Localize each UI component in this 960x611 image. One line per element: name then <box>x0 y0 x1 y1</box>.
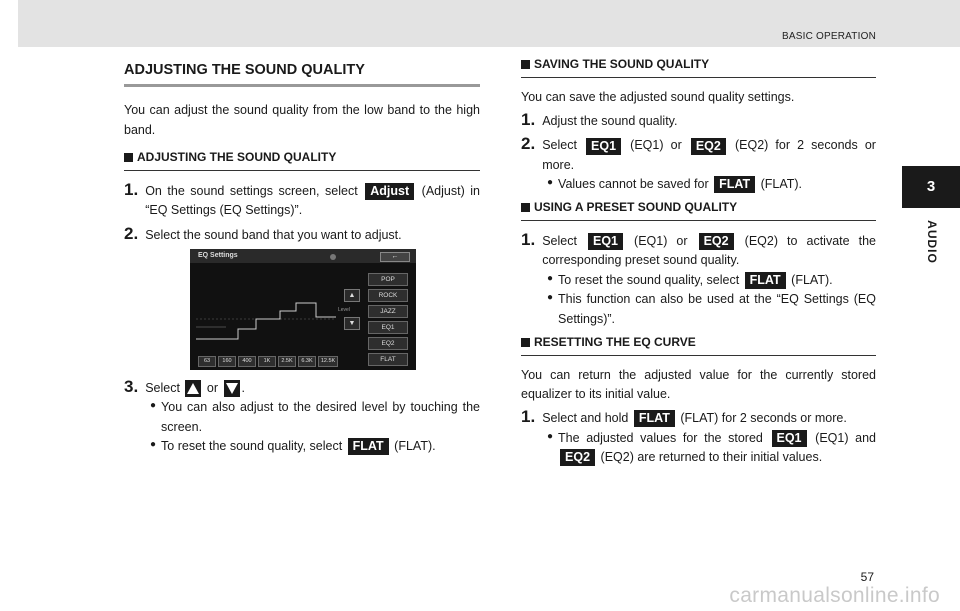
reset-step-1: 1. Select and hold FLAT (FLAT) for 2 seconds or more. <box>521 407 847 427</box>
reset-intro: You can return the adjusted value for the currently stored equalizer to its initial value. <box>521 367 876 401</box>
bullet-dot-icon: ● <box>547 292 554 304</box>
bullet-item: ● To reset the sound quality, select FLAT (FLAT). <box>521 271 876 290</box>
band-63: 63 <box>198 356 216 367</box>
preset-flat: FLAT <box>368 353 408 366</box>
square-bullet-icon <box>521 203 530 212</box>
chapter-tab: 3 <box>902 166 960 208</box>
bullet-dot-icon: ● <box>547 177 554 189</box>
preset-jazz: JAZZ <box>368 305 408 318</box>
indicator-dot-icon <box>330 254 336 260</box>
header-title: BASIC OPERATION <box>782 31 876 42</box>
flat-button-icon: FLAT <box>714 176 755 193</box>
page-number: 57 <box>860 570 874 584</box>
bullet-item: ● To reset the sound quality, select FLAT (FLAT). <box>124 437 480 456</box>
section-title-adjusting: ADJUSTING THE SOUND QUALITY <box>124 148 480 171</box>
bullet-dot-icon: ● <box>150 439 157 451</box>
section-title-preset: USING A PRESET SOUND QUALITY <box>521 198 876 221</box>
right-column <box>521 55 876 467</box>
step-3: 3. Select or . <box>124 376 245 396</box>
bullet-item: ● You can also adjust to the desired level by touching the screen. <box>124 398 480 437</box>
step-1: 1. On the sound settings screen, select Adjust (Adjust) in “EQ Settings (EQ Settings)”. <box>124 179 480 218</box>
level-down-icon: ▼ <box>344 317 360 330</box>
eq-curve-graph <box>196 267 336 353</box>
eq2-button-icon: EQ2 <box>560 449 595 466</box>
header-bar <box>18 0 960 47</box>
back-icon: ← <box>380 252 410 262</box>
preset-step-1: 1. Select EQ1 (EQ1) or EQ2 (EQ2) to activate the corresponding preset sound quality. <box>521 230 876 268</box>
step-2: 2. Select the sound band that you want to adjust. <box>124 223 402 243</box>
preset-eq2: EQ2 <box>368 337 408 350</box>
step-number: 1. <box>521 407 536 427</box>
eq-settings-title: EQ Settings <box>198 251 238 259</box>
page-title: ADJUSTING THE SOUND QUALITY <box>124 59 480 87</box>
level-label: Level <box>338 306 350 313</box>
eq1-button-icon: EQ1 <box>586 138 621 155</box>
step-number: 2. <box>521 134 536 154</box>
step-number: 1. <box>124 179 139 199</box>
step-number: 1. <box>521 109 536 129</box>
left-column <box>124 55 480 456</box>
square-bullet-icon <box>124 153 133 162</box>
section-title-saving: SAVING THE SOUND QUALITY <box>521 55 876 78</box>
bullet-dot-icon: ● <box>547 430 554 442</box>
eq2-button-icon: EQ2 <box>699 233 734 250</box>
eq1-button-icon: EQ1 <box>772 430 807 447</box>
flat-button-icon: FLAT <box>348 438 389 455</box>
preset-eq1: EQ1 <box>368 321 408 334</box>
band-160: 160 <box>218 356 236 367</box>
intro-text: You can adjust the sound quality from the low band to the high band. <box>124 103 480 137</box>
band-2-5k: 2.5K <box>278 356 296 367</box>
bullet-item: ● Values cannot be saved for FLAT (FLAT). <box>521 175 876 194</box>
band-6-3k: 6.3K <box>298 356 316 367</box>
bullet-item: ● The adjusted values for the stored EQ1 (EQ1) and EQ2 (EQ2) are returned to their initial values. <box>521 429 876 468</box>
step-number: 1. <box>521 230 536 250</box>
band-400: 400 <box>238 356 256 367</box>
section-title-reset: RESETTING THE EQ CURVE <box>521 333 876 356</box>
band-1k: 1K <box>258 356 276 367</box>
step-number: 2. <box>124 223 139 243</box>
preset-pop: POP <box>368 273 408 286</box>
bullet-dot-icon: ● <box>150 400 157 412</box>
eq-settings-screenshot <box>190 249 416 370</box>
down-arrow-icon <box>224 380 240 397</box>
eq1-button-icon: EQ1 <box>588 233 623 250</box>
preset-rock: ROCK <box>368 289 408 302</box>
adjust-button-icon: Adjust <box>365 183 414 200</box>
watermark: carmanualsonline.info <box>729 584 940 607</box>
step-number: 3. <box>124 376 139 396</box>
saving-step-1: 1. Adjust the sound quality. <box>521 109 678 129</box>
square-bullet-icon <box>521 60 530 69</box>
band-12-5k: 12.5K <box>318 356 338 367</box>
saving-step-2: 2. Select EQ1 (EQ1) or EQ2 (EQ2) for 2 seconds or more. <box>521 134 876 172</box>
bullet-item: ● This function can also be used at the “EQ Settings (EQ Settings)”. <box>521 290 876 329</box>
eq2-button-icon: EQ2 <box>691 138 726 155</box>
up-arrow-icon <box>185 380 201 397</box>
flat-button-icon: FLAT <box>745 272 786 289</box>
saving-intro: You can save the adjusted sound quality settings. <box>521 89 795 104</box>
bullet-dot-icon: ● <box>547 272 554 284</box>
level-up-icon: ▲ <box>344 289 360 302</box>
flat-button-icon: FLAT <box>634 410 675 427</box>
chapter-label: AUDIO <box>925 220 939 264</box>
square-bullet-icon <box>521 338 530 347</box>
